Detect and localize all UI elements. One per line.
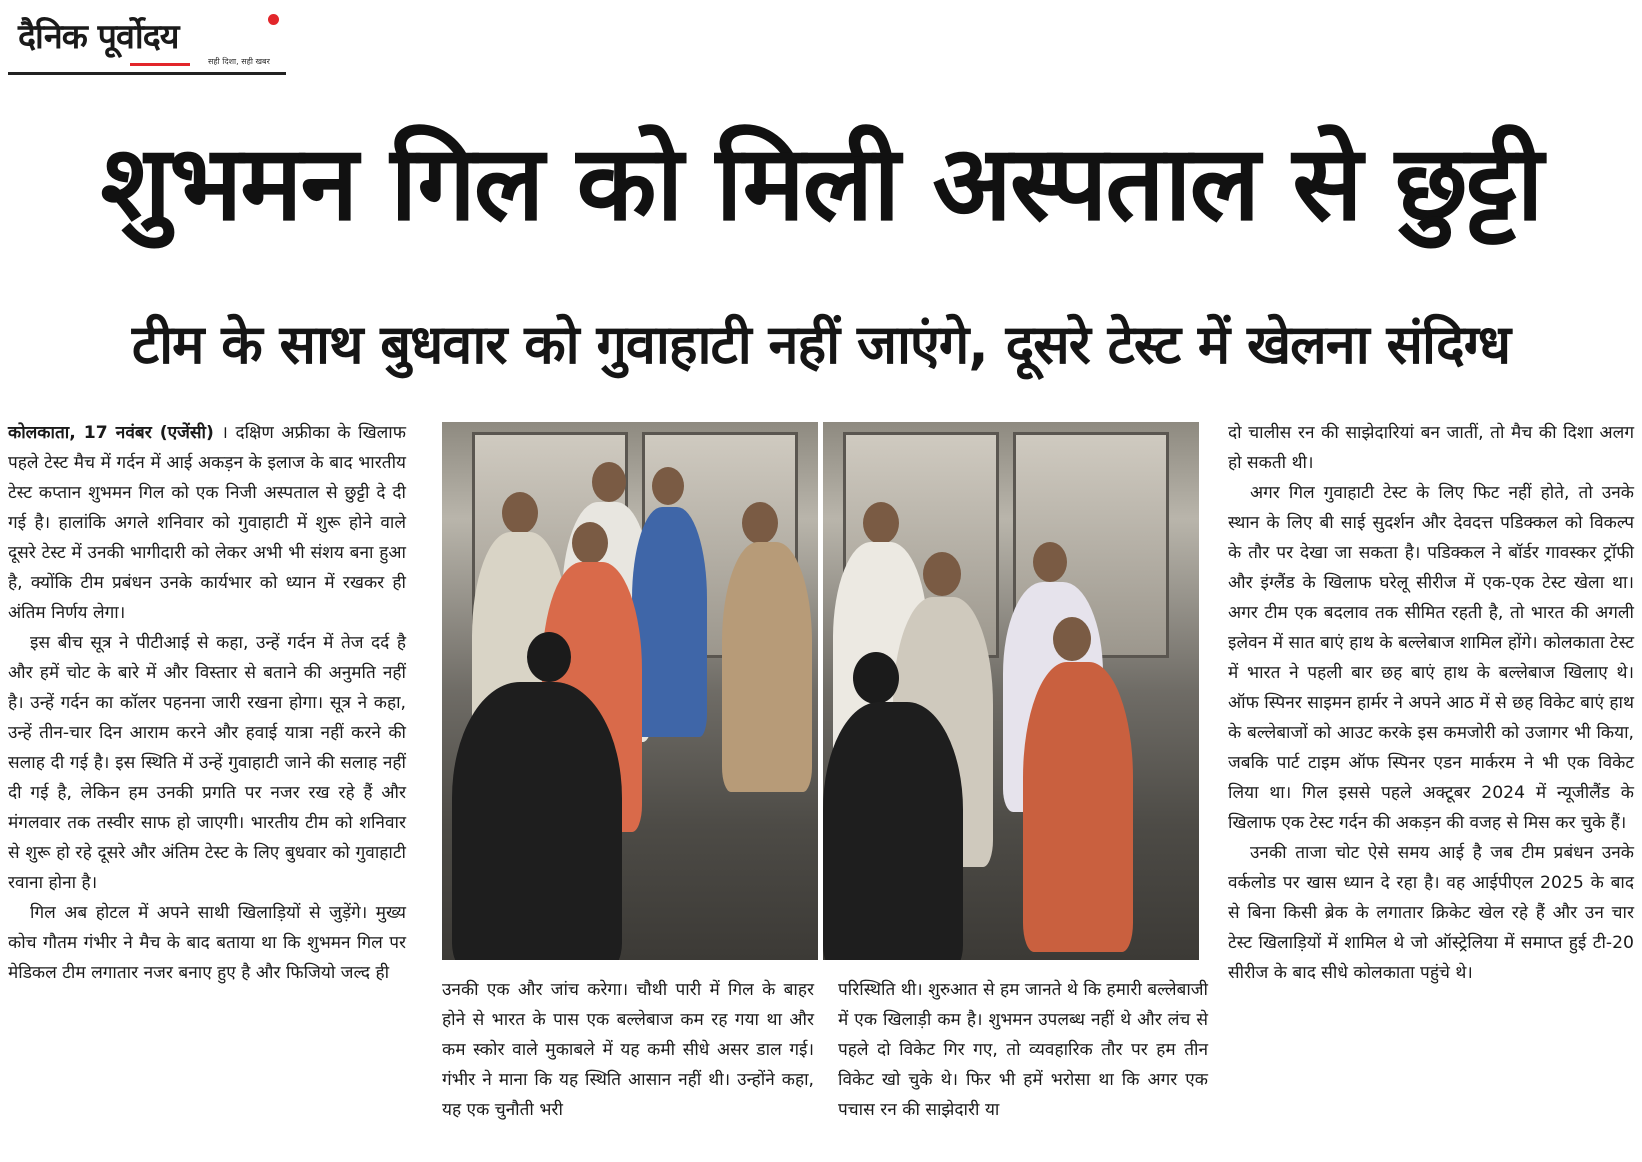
news-photo-right — [823, 422, 1199, 960]
photo-person-head — [652, 467, 684, 505]
photo-person-head — [502, 492, 538, 534]
photo-person-head — [592, 462, 626, 502]
photo-person-head — [572, 522, 608, 564]
column-4-paragraph-3: उनकी ताजा चोट ऐसे समय आई है जब टीम प्रबंधन उनके वर्कलोड पर खास ध्यान दे रहा है। वह आईपीएल 2025 के बाद से बिना किसी ब्रेक के लगातार क्रिकेट खेल रहे हैं और उन चार टेस्ट खिलाड़ियों में शामिल थे जो ऑस्ट्रेलिया में समाप्त हुई टी-20 सीरीज के बाद सीधे कोलकाता पहुंचे थे। — [1228, 843, 1634, 983]
newspaper-tagline: सही दिशा, सही खबर — [208, 57, 270, 66]
column-4-paragraph-1: दो चालीस रन की साझेदारियां बन जातीं, तो मैच की दिशा अलग हो सकती थी। — [1228, 423, 1634, 473]
photo-person-head — [923, 552, 961, 596]
photo-person — [823, 702, 963, 960]
article-column-4 — [1228, 418, 1634, 1158]
paragraph-3: गिल अब होटल में अपने साथी खिलाड़ियों से जुड़ेंगे। मुख्य कोच गौतम गंभीर ने मैच के बाद बताया था कि शुभमन गिल पर मेडिकल टीम लगातार नजर बनाए हुए है और फिजियो जल्द ही — [8, 903, 406, 983]
logo-red-bar — [130, 63, 190, 66]
photo-person-head — [1033, 542, 1067, 582]
news-photo-left — [442, 422, 818, 960]
photo-person — [452, 682, 622, 960]
photo-person — [632, 507, 707, 737]
newspaper-logo: दैनिक पूर्वोदय — [18, 17, 179, 57]
column-3-text: परिस्थिति थी। शुरुआत से हम जानते थे कि हमारी बल्लेबाजी में एक खिलाड़ी कम है। शुभमन उपलब्ध नहीं थे और लंच से पहले दो विकेट गिर गए, तो व्यवहारिक तौर पर हम तीन विकेट खो चुके थे। फिर भी हमें भरोसा था कि अगर एक पचास रन की साझेदारी या — [838, 980, 1208, 1120]
paragraph-2: इस बीच सूत्र ने पीटीआई से कहा, उन्हें गर्दन में तेज दर्द है और हमें चोट के बारे में और विस्तार से बताने की अनुमति नहीं है। उन्हें गर्दन का कॉलर पहनना जारी रखना होगा। सूत्र ने कहा, उन्हें तीन-चार दिन आराम करने और हवाई यात्रा नहीं करने की सलाह दी गई है। इस स्थिति में उन्हें गुवाहाटी जाने की सलाह नहीं दी गई है, लेकिन हम उनकी प्रगति पर नजर रख रहे हैं और मंगलवार तक तस्वीर साफ हो जाएगी। भारतीय टीम को शनिवार से शुरू हो रहे दूसरे और अंतिम टेस्ट के लिए बुधवार को गुवाहाटी रवाना होना है। — [8, 633, 406, 893]
photo-person — [722, 542, 812, 792]
article-column-3 — [838, 975, 1208, 1159]
logo-dot-icon — [268, 14, 279, 25]
article-column-1 — [8, 418, 406, 1158]
masthead — [8, 4, 286, 75]
headline: शुभमन गिल को मिली अस्पताल से छुट्टी — [100, 122, 1542, 244]
article-column-2 — [442, 975, 814, 1159]
column-4-paragraph-2: अगर गिल गुवाहाटी टेस्ट के लिए फिट नहीं होते, तो उनके स्थान के लिए बी साई सुदर्शन और देवदत्त पडिक्कल को विकल्प के तौर पर देखा जा सकता है। पडिक्कल ने बॉर्डर गावस्कर ट्रॉफी और इंग्लैंड के खिलाफ घरेलू सीरीज में एक-एक टेस्ट खेला था। अगर टीम एक बदलाव तक सीमित रहती है, तो भारत की अगली इलेवन में सात बाएं हाथ के बल्लेबाज शामिल होंगे। कोलकाता टेस्ट में भारत ने पहली बार छह बाएं हाथ के बल्लेबाज खिलाए थे। ऑफ स्पिनर साइमन हार्मर ने अपने आठ में से छह विकेट बाएं हाथ के बल्लेबाजों को आउट करके इस कमजोरी को उजागर भी किया, जबकि पार्ट टाइम ऑफ स्पिनर एडन मार्करम ने भी एक विकेट लिया था। गिल इससे पहले अक्टूबर 2024 में न्यूजीलैंड के खिलाफ एक टेस्ट गर्दन की अकड़न की वजह से मिस कर चुके हैं। — [1228, 483, 1634, 833]
photo-person-head — [863, 502, 899, 544]
photo-person-head — [527, 632, 571, 682]
dateline: कोलकाता, 17 नवंबर (एजेंसी) — [8, 423, 214, 443]
photo-person-head — [853, 652, 899, 704]
paragraph-1: । दक्षिण अफ्रीका के खिलाफ पहले टेस्ट मैच में गर्दन में आई अकड़न के इलाज के बाद भारतीय टेस्ट कप्तान शुभमन गिल को एक निजी अस्पताल से छुट्टी दे दी गई है। हालांकि अगले शनिवार को गुवाहाटी में शुरू होने वाले दूसरे टेस्ट में उनकी भागीदारी को लेकर अभी भी संशय बना हुआ है, क्योंकि टीम प्रबंधन उनके कार्यभार को ध्यान में रखकर ही अंतिम निर्णय लेगा। — [8, 423, 406, 623]
photo-person — [1023, 662, 1133, 952]
photo-person-head — [1053, 617, 1091, 661]
photo-person-head — [742, 502, 778, 544]
column-2-text: उनकी एक और जांच करेगा। चौथी पारी में गिल के बाहर होने से भारत के पास एक बल्लेबाज कम रह गया था और कम स्कोर वाले मुकाबले में यह कमी सीधे असर डाल गई। गंभीर ने माना कि यह स्थिति आसान नहीं थी। उन्होंने कहा, यह एक चुनौती भरी — [442, 980, 814, 1120]
subheadline: टीम के साथ बुधवार को गुवाहाटी नहीं जाएंगे, दूसरे टेस्ट में खेलना संदिग्ध — [131, 313, 1511, 376]
